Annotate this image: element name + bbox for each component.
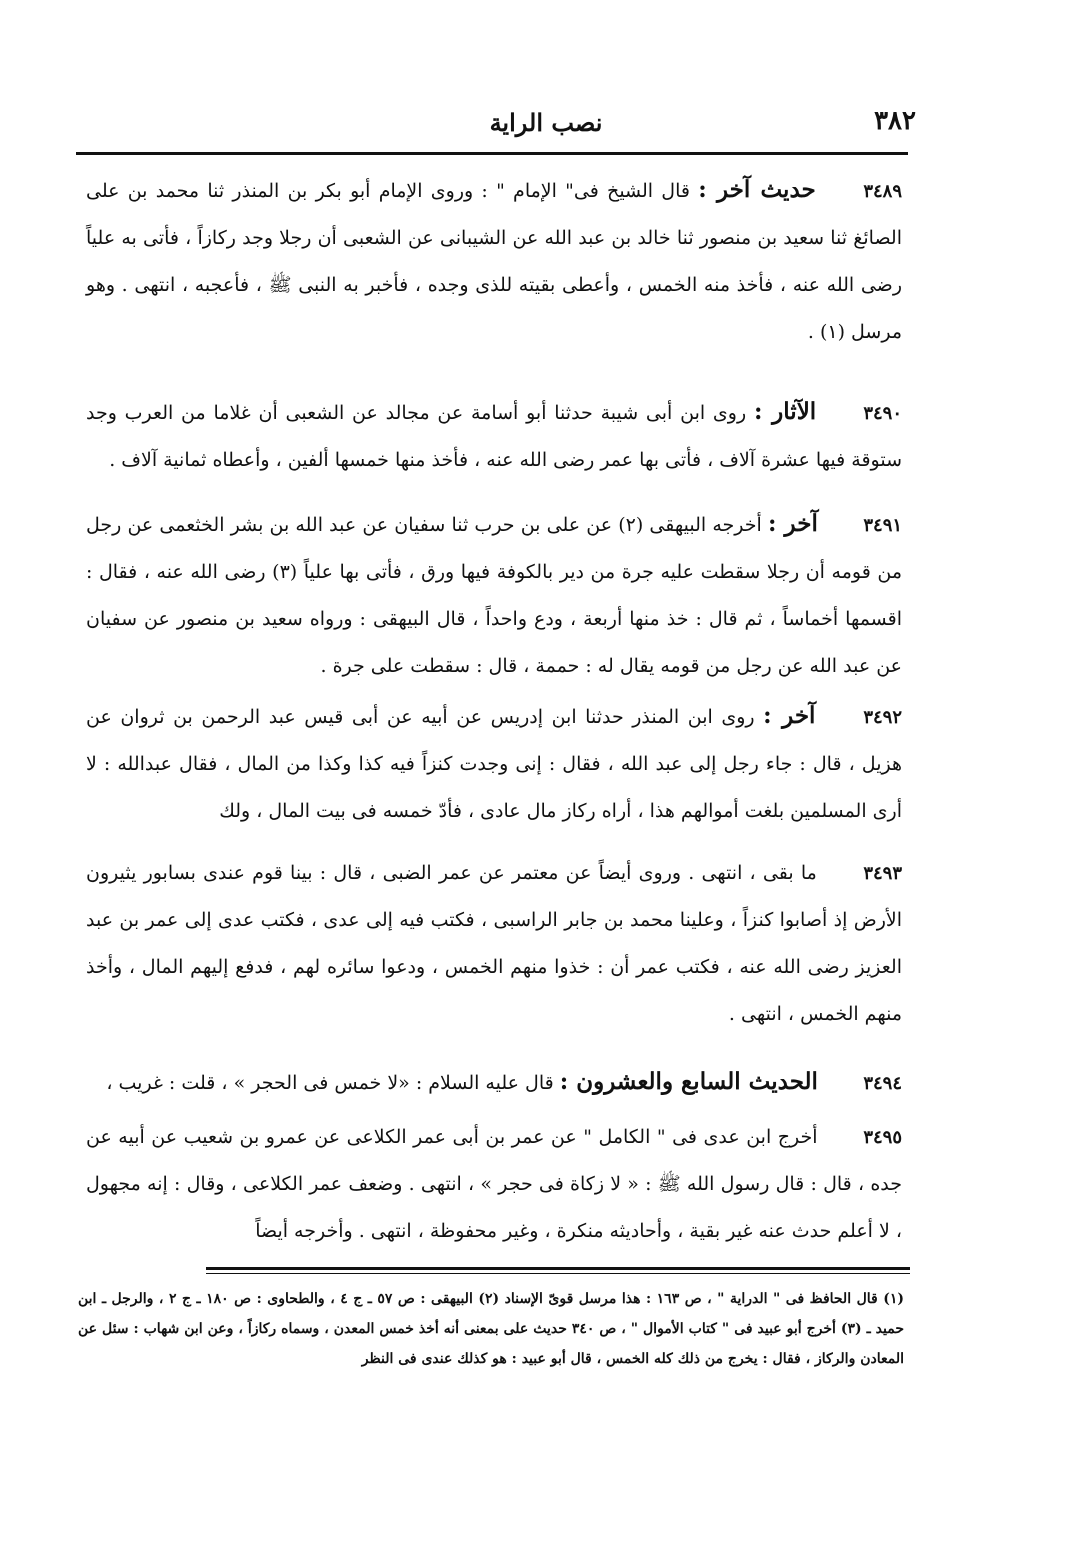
- hadith-number: ٣٤٩٢: [863, 707, 902, 728]
- hadith-number: ٣٤٩٠: [863, 403, 902, 424]
- page-number: ٣٨٢: [874, 106, 916, 136]
- footnote-rule-thin: [206, 1273, 910, 1274]
- footnotes: (١) قال الحافظ فى " الدراية " ، ص ١٦٣ : هذا مرسل قوىّ الإسناد (٢) البيهقى : ص ٥٧ ـ ج ٤ ، والطحاوى : ص ١٨٠ ـ ج ٢ ، والرجل ـ ابن حميد ـ (٣) أخرج أبو عبيد فى " كتاب الأموال " ، ص ٣٤٠ حديث على بمعنى أنه أخذ خمس المعدن ، وسماه ركازاً ، وعن ابن شهاب : سئل عن المعادن والركاز ، فقال : يخرج من ذلك كله الخمس ، قال أبو عبيد : هو كذلك عندى فى النظر: [78, 1291, 905, 1367]
- hadith-number: ٣٤٩٥: [863, 1127, 902, 1148]
- section-heading: حديث آخر :: [698, 176, 816, 203]
- paragraph-3495: [86, 1112, 902, 1255]
- paragraph-3494: [86, 1058, 902, 1107]
- paragraph-text: أخرج ابن عدى فى " الكامل " عن عمر بن أبى عمر الكلاعى عن عمرو بن شعيب عن أبيه عن جده ، قال : قال رسول الله ﷺ : « لا زكاة فى حجر » ، انتهى . وضعف عمر الكلاعى ، وقال : إنه مجهول ، لا أعلم حدث عنه غير بقية ، وأحاديثه منكرة ، وغير محفوظة ، انتهى . وأخرجه أيضاً: [86, 1126, 902, 1242]
- paragraph-text: قال عليه السلام : «لا خمس فى الحجر » ، قلت : غريب ،: [106, 1072, 554, 1094]
- section-heading: آخر :: [767, 510, 818, 537]
- paragraph-text: قال الشيخ فى" الإمام " : وروى الإمام أبو بكر بن المنذر ثنا محمد بن على الصائغ ثنا سعيد بن منصور ثنا خالد بن عبد الله عن الشيبانى عن الشعبى أن رجلا وجد ركازاً ، فأتى به علياً رضى الله عنه ، فأخذ منه الخمس ، وأعطى بقيته للذى وجده ، فأخبر به النبى ﷺ ، فأعجبه ، انتهى . وهو مرسل (١) .: [86, 180, 902, 343]
- hadith-number: ٣٤٩١: [863, 515, 903, 536]
- hadith-number: ٣٤٨٩: [863, 181, 902, 202]
- paragraph-text: أخرجه البيهقى (٢) عن على بن حرب ثنا سفيان عن عبد الله بن بشر الخثعمى عن رجل من قومه أن رجلا سقطت عليه جرة من دير بالكوفة فيها ورق ، فأتى بها علياً (٣) رضى الله عنه ، فقال : اقسمها أخماساً ، ثم قال : خذ منها أربعة ، ودع واحداً ، قال البيهقى : ورواه سعيد بن منصور عن سفيان عن عبد الله عن رجل من قومه يقال له : حممة ، قال : سقطت على جرة .: [86, 514, 902, 677]
- paragraph-3490: [86, 388, 902, 484]
- paragraph-3489: [86, 166, 902, 356]
- paragraph-3491: [86, 500, 902, 690]
- paragraph-3493: [86, 848, 902, 1038]
- section-heading: الحديث السابع والعشرون :: [559, 1068, 818, 1095]
- running-title: نصب الراية: [489, 108, 603, 137]
- paragraph-text: روى ابن المنذر حدثنا ابن إدريس عن أبيه عن أبى قيس عبد الرحمن بن ثروان عن هزيل ، قال : جاء رجل إلى عبد الله ، فقال : إنى وجدت كنزاً فيه كذا وكذا من المال ، فقال عبدالله : لا أرى المسلمين بلغت أموالهم هذا ، أراه ركاز مال عادى ، فأدّ خمسه فى بيت المال ، ولك: [86, 706, 902, 822]
- header-rule: [76, 152, 908, 155]
- paragraph-text: روى ابن أبى شيبة حدثنا أبو أسامة عن مجالد عن الشعبى أن غلاما من العرب وجد ستوقة فيها عشرة آلاف ، فأتى بها عمر رضى الله عنه ، فأخذ منها خمسها ألفين ، وأعطاه ثمانية آلاف .: [86, 402, 902, 471]
- paragraph-text: ما بقى ، انتهى . وروى أيضاً عن معتمر عن عمر الضبى ، قال : بينا قوم عندى بسابور يثيرون الأرض إذ أصابوا كنزاً ، وعلينا محمد بن جابر الراسبى ، فكتب فيه إلى عدى ، فكتب عدى إلى عمر بن عبد العزيز رضى الله عنه ، فكتب عمر أن : خذوا منهم الخمس ، ودعوا سائره لهم ، فدفع إليهم المال ، وأخذ منهم الخمس ، انتهى .: [86, 862, 902, 1025]
- section-heading: الآثار :: [753, 398, 817, 425]
- paragraph-3492: [86, 692, 902, 835]
- section-heading: آخر :: [763, 702, 816, 729]
- hadith-number: ٣٤٩٣: [863, 863, 902, 884]
- footnote-rule: [206, 1267, 910, 1270]
- hadith-number: ٣٤٩٤: [863, 1073, 902, 1094]
